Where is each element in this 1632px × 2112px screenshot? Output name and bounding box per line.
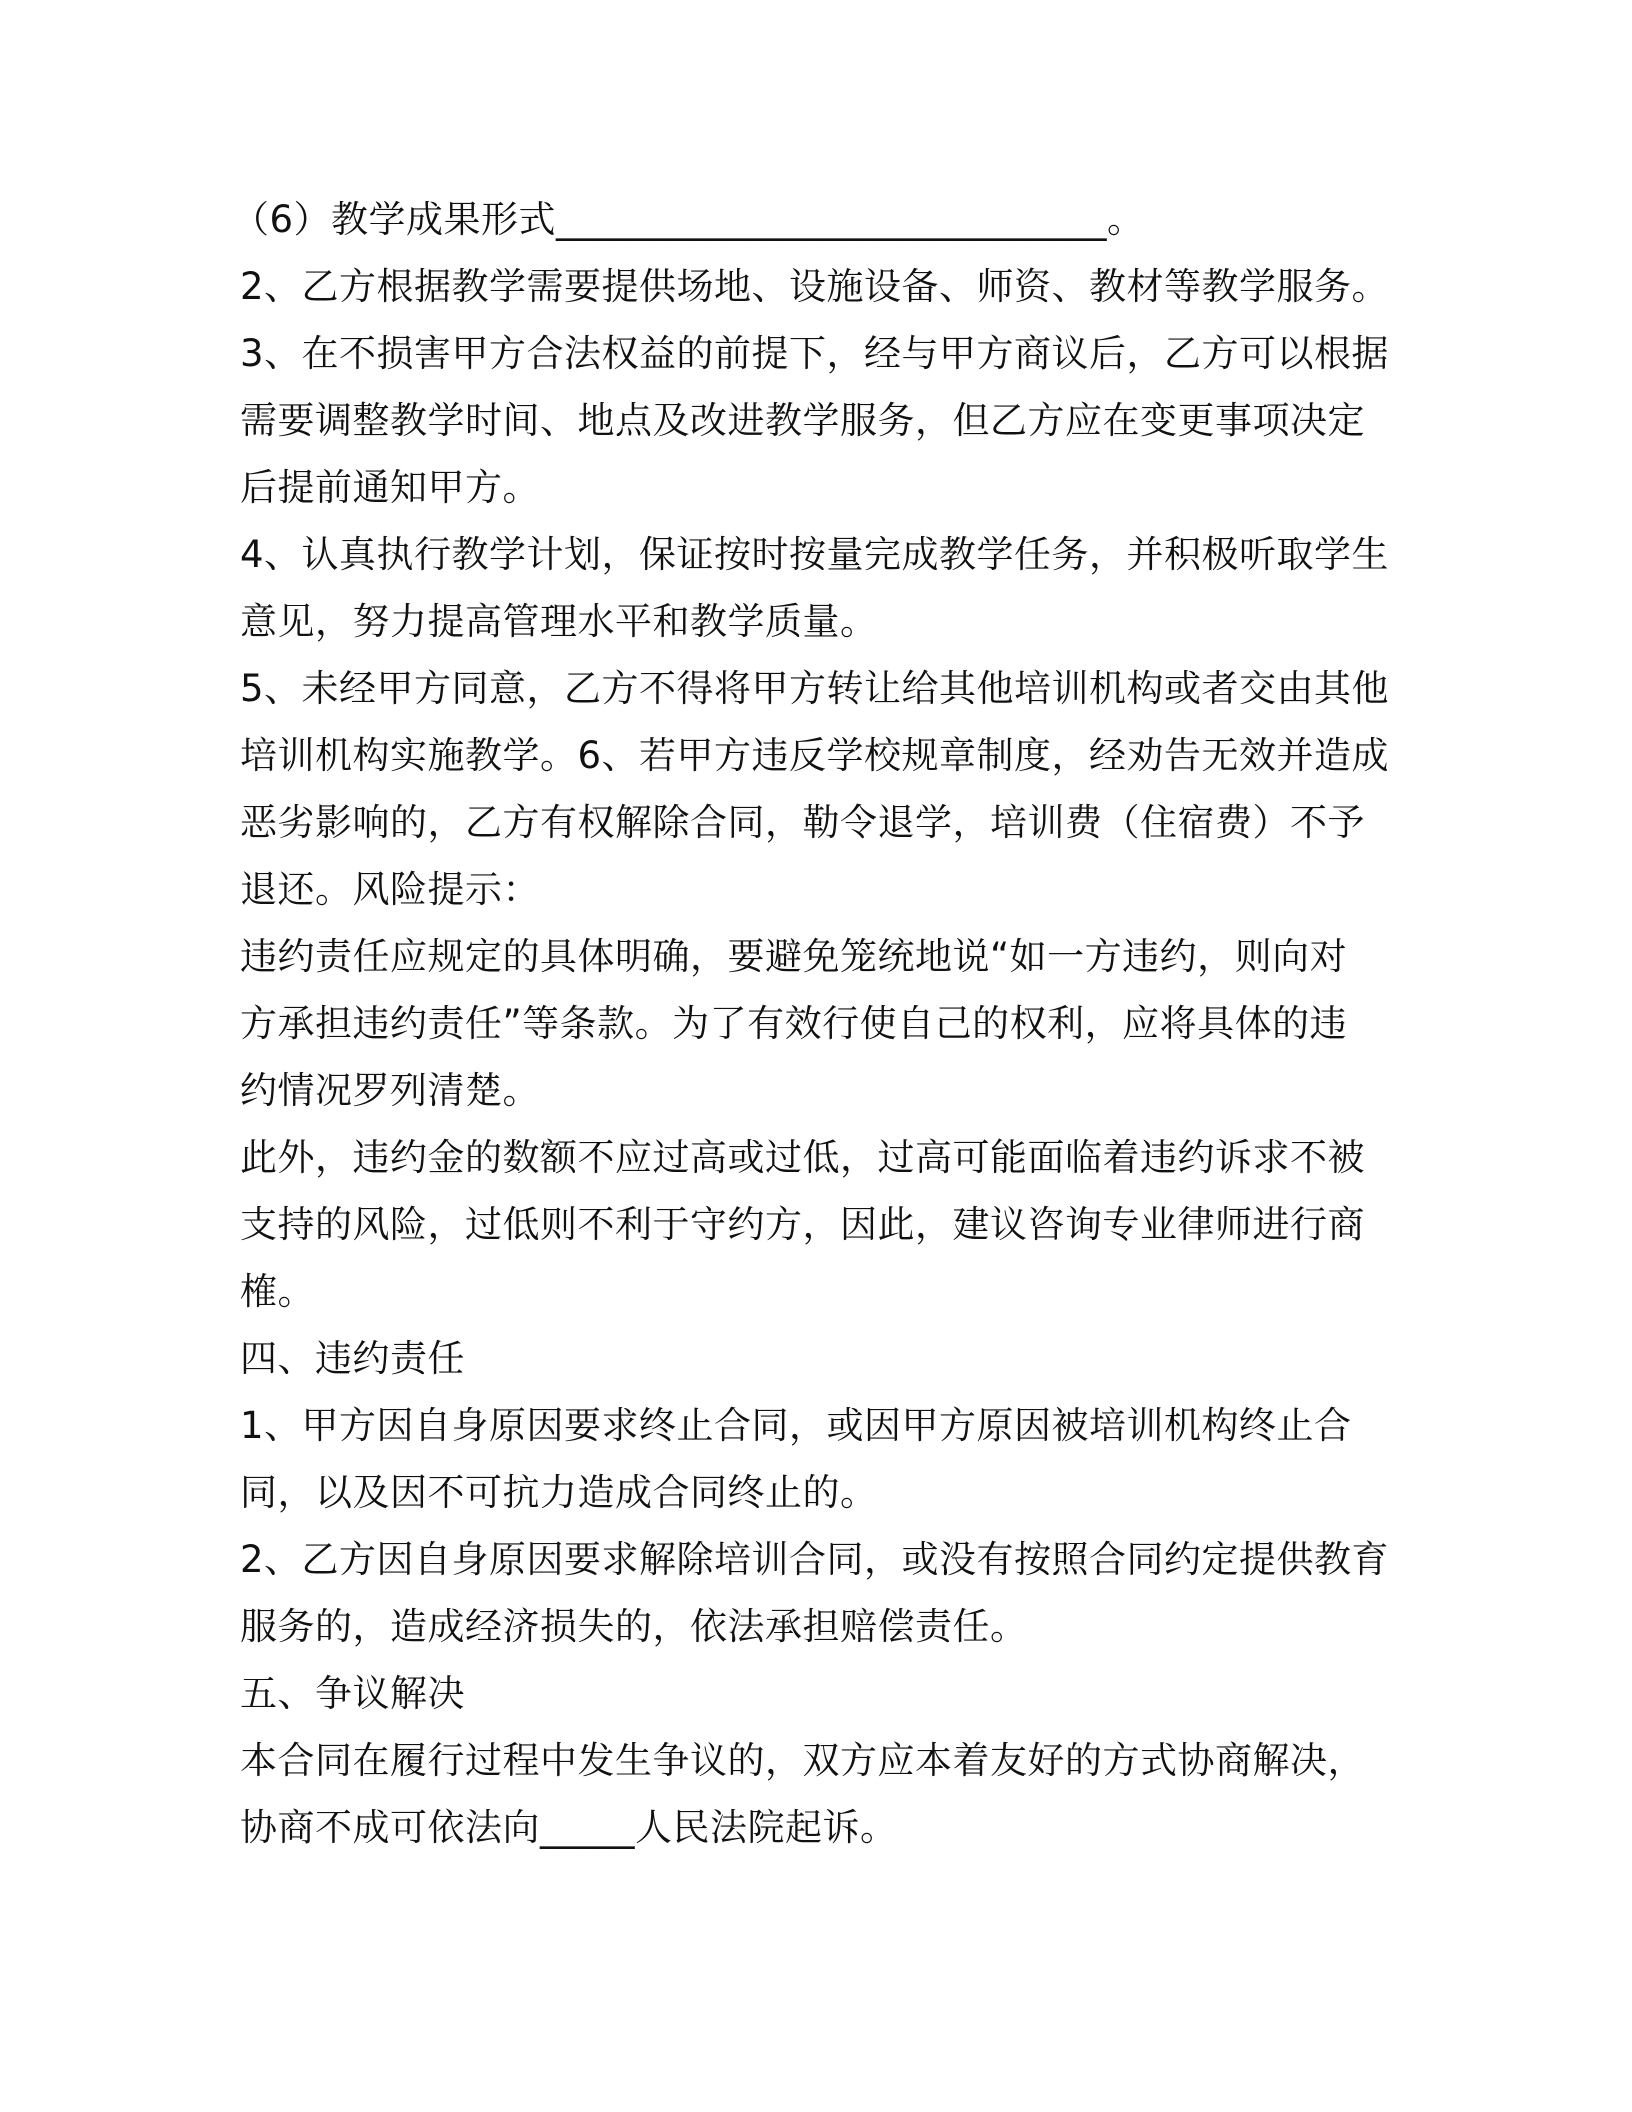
- clause-5-line-1: 5、未经甲方同意，乙方不得将甲方转让给其他培训机构或者交由其他: [240, 667, 1390, 710]
- document-body: [232, 186, 1390, 1861]
- section-4-heading: 四、违约责任: [240, 1337, 465, 1380]
- clause-3-line-2: 需要调整教学时间、地点及改进教学服务，但乙方应在变更事项决定: [240, 399, 1365, 442]
- clause-2-services: 2、乙方根据教学需要提供场地、设施设备、师资、教材等教学服务。: [240, 265, 1390, 308]
- clause-3-line-1: 3、在不损害甲方合法权益的前提下，经与甲方商议后，乙方可以根据: [240, 332, 1390, 375]
- section-5-heading: 五、争议解决: [240, 1672, 465, 1715]
- risk-paragraph-2-line-2: 支持的风险，过低则不利于守约方，因此，建议咨询专业律师进行商: [240, 1203, 1365, 1246]
- risk-paragraph-1-line-2: 方承担违约责任”等条款。为了有效行使自己的权利，应将具体的违: [240, 1002, 1348, 1045]
- dispute-clause-line-1: 本合同在履行过程中发生争议的，双方应本着友好的方式协商解决，: [240, 1739, 1365, 1782]
- risk-paragraph-2-line-1: 此外，违约金的数额不应过高或过低，过高可能面临着违约诉求不被: [240, 1136, 1365, 1179]
- breach-clause-2-line-1: 2、乙方因自身原因要求解除培训合同，或没有按照合同约定提供教育: [240, 1538, 1390, 1581]
- dispute-clause-line-2: 协商不成可依法向_____人民法院起诉。: [240, 1806, 898, 1849]
- clause-4-line-2: 意见，努力提高管理水平和教学质量。: [240, 600, 878, 643]
- breach-clause-2-line-2: 服务的，造成经济损失的，依法承担赔偿责任。: [240, 1605, 1028, 1648]
- breach-clause-1-line-1: 1、甲方因自身原因要求终止合同，或因甲方原因被培训机构终止合: [240, 1404, 1352, 1447]
- clause-6-line-1: 恶劣影响的，乙方有权解除合同，勒令退学，培训费（住宿费）不予: [240, 801, 1365, 844]
- clause-5-line-2: 培训机构实施教学。6、若甲方违反学校规章制度，经劝告无效并造成: [240, 734, 1390, 777]
- clause-4-line-1: 4、认真执行教学计划，保证按时按量完成教学任务，并积极听取学生: [240, 533, 1390, 576]
- breach-clause-1-line-2: 同，以及因不可抗力造成合同终止的。: [240, 1471, 878, 1514]
- risk-paragraph-2-line-3: 榷。: [240, 1270, 315, 1313]
- risk-paragraph-1-line-1: 违约责任应规定的具体明确，要避免笼统地说“如一方违约，则向对: [240, 935, 1348, 978]
- clause-6-teaching-outcome: （6）教学成果形式_____________________________。: [232, 198, 1145, 241]
- risk-paragraph-1-line-3: 约情况罗列清楚。: [240, 1069, 540, 1112]
- clause-3-line-3: 后提前通知甲方。: [240, 466, 540, 509]
- risk-notice-heading: 退还。风险提示：: [240, 868, 540, 911]
